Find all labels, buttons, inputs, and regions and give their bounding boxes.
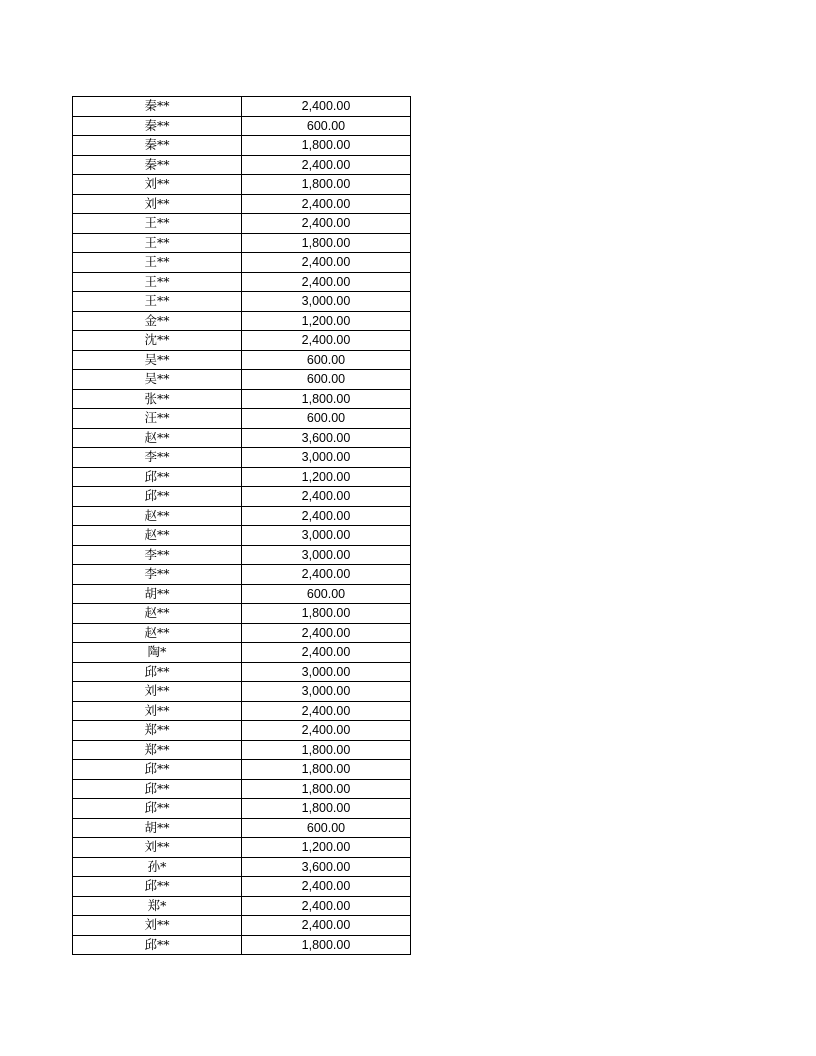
amount-cell: 1,800.00 [242,604,411,624]
table-row [73,857,411,877]
amount-cell: 3,000.00 [242,292,411,312]
amount-cell: 600.00 [242,409,411,429]
amount-cell: 3,600.00 [242,428,411,448]
table-row [73,409,411,429]
table-body [73,97,411,955]
amount-cell: 3,000.00 [242,448,411,468]
table-row [73,272,411,292]
name-cell: 赵** [73,604,242,624]
amount-cell: 2,400.00 [242,565,411,585]
amount-cell: 1,800.00 [242,799,411,819]
name-cell: 邱** [73,467,242,487]
table-row [73,545,411,565]
amount-cell: 3,000.00 [242,662,411,682]
amount-cell: 2,400.00 [242,877,411,897]
table-row [73,935,411,955]
name-cell: 王** [73,214,242,234]
name-cell: 吴** [73,370,242,390]
amount-cell: 1,800.00 [242,389,411,409]
table-row [73,155,411,175]
table-row [73,526,411,546]
table-row [73,701,411,721]
table-row [73,721,411,741]
name-cell: 金** [73,311,242,331]
table-row [73,760,411,780]
table-row [73,818,411,838]
table-row [73,311,411,331]
name-cell: 秦** [73,136,242,156]
amount-cell: 2,400.00 [242,194,411,214]
name-cell: 秦** [73,97,242,117]
amount-cell: 2,400.00 [242,916,411,936]
name-cell: 秦** [73,155,242,175]
amount-cell: 1,800.00 [242,233,411,253]
name-cell: 邱** [73,877,242,897]
table-row [73,233,411,253]
amount-cell: 2,400.00 [242,487,411,507]
table-row [73,253,411,273]
amount-cell: 3,000.00 [242,545,411,565]
amount-cell: 2,400.00 [242,272,411,292]
table-row [73,682,411,702]
name-cell: 胡** [73,818,242,838]
name-cell: 王** [73,292,242,312]
table-row [73,799,411,819]
name-cell: 汪** [73,409,242,429]
amount-cell: 2,400.00 [242,623,411,643]
table-row [73,877,411,897]
name-cell: 吴** [73,350,242,370]
amount-cell: 600.00 [242,370,411,390]
amount-cell: 1,800.00 [242,136,411,156]
name-cell: 刘** [73,194,242,214]
table-row [73,292,411,312]
name-cell: 邱** [73,662,242,682]
table-row [73,389,411,409]
name-cell: 刘** [73,838,242,858]
name-cell: 赵** [73,506,242,526]
amount-cell: 1,800.00 [242,760,411,780]
table-row [73,506,411,526]
name-cell: 郑* [73,896,242,916]
table-row [73,370,411,390]
name-cell: 刘** [73,701,242,721]
table-row [73,838,411,858]
name-cell: 赵** [73,428,242,448]
name-cell: 刘** [73,682,242,702]
table-row [73,643,411,663]
name-cell: 王** [73,253,242,273]
name-cell: 秦** [73,116,242,136]
amount-cell: 1,800.00 [242,175,411,195]
table-row [73,97,411,117]
name-cell: 王** [73,272,242,292]
table-row [73,623,411,643]
name-cell: 王** [73,233,242,253]
table-row [73,604,411,624]
amount-cell: 2,400.00 [242,643,411,663]
name-cell: 陶* [73,643,242,663]
table-row [73,565,411,585]
name-cell: 郑** [73,721,242,741]
table-row [73,194,411,214]
table-row [73,214,411,234]
table-row [73,116,411,136]
payment-table [72,96,411,955]
name-cell: 刘** [73,916,242,936]
table-row [73,448,411,468]
amount-cell: 600.00 [242,350,411,370]
table-row [73,428,411,448]
table-row [73,467,411,487]
table-row [73,896,411,916]
table-row [73,662,411,682]
name-cell: 邱** [73,799,242,819]
name-cell: 赵** [73,526,242,546]
name-cell: 邱** [73,487,242,507]
table-row [73,916,411,936]
name-cell: 李** [73,545,242,565]
amount-cell: 2,400.00 [242,896,411,916]
amount-cell: 1,200.00 [242,838,411,858]
spreadsheet-page [72,96,411,955]
amount-cell: 2,400.00 [242,97,411,117]
amount-cell: 3,000.00 [242,682,411,702]
amount-cell: 1,200.00 [242,311,411,331]
table-row [73,487,411,507]
amount-cell: 2,400.00 [242,701,411,721]
amount-cell: 2,400.00 [242,506,411,526]
table-row [73,350,411,370]
amount-cell: 1,200.00 [242,467,411,487]
table-row [73,136,411,156]
table-row [73,779,411,799]
amount-cell: 2,400.00 [242,214,411,234]
table-row [73,175,411,195]
name-cell: 邱** [73,935,242,955]
amount-cell: 2,400.00 [242,331,411,351]
table-row [73,740,411,760]
name-cell: 孙* [73,857,242,877]
amount-cell: 2,400.00 [242,721,411,741]
name-cell: 李** [73,565,242,585]
amount-cell: 600.00 [242,116,411,136]
amount-cell: 3,000.00 [242,526,411,546]
table-row [73,584,411,604]
name-cell: 李** [73,448,242,468]
amount-cell: 1,800.00 [242,740,411,760]
name-cell: 刘** [73,175,242,195]
amount-cell: 2,400.00 [242,253,411,273]
amount-cell: 2,400.00 [242,155,411,175]
amount-cell: 600.00 [242,584,411,604]
table-row [73,331,411,351]
name-cell: 沈** [73,331,242,351]
name-cell: 邱** [73,760,242,780]
name-cell: 张** [73,389,242,409]
amount-cell: 3,600.00 [242,857,411,877]
amount-cell: 1,800.00 [242,779,411,799]
name-cell: 郑** [73,740,242,760]
name-cell: 赵** [73,623,242,643]
amount-cell: 1,800.00 [242,935,411,955]
name-cell: 胡** [73,584,242,604]
amount-cell: 600.00 [242,818,411,838]
name-cell: 邱** [73,779,242,799]
